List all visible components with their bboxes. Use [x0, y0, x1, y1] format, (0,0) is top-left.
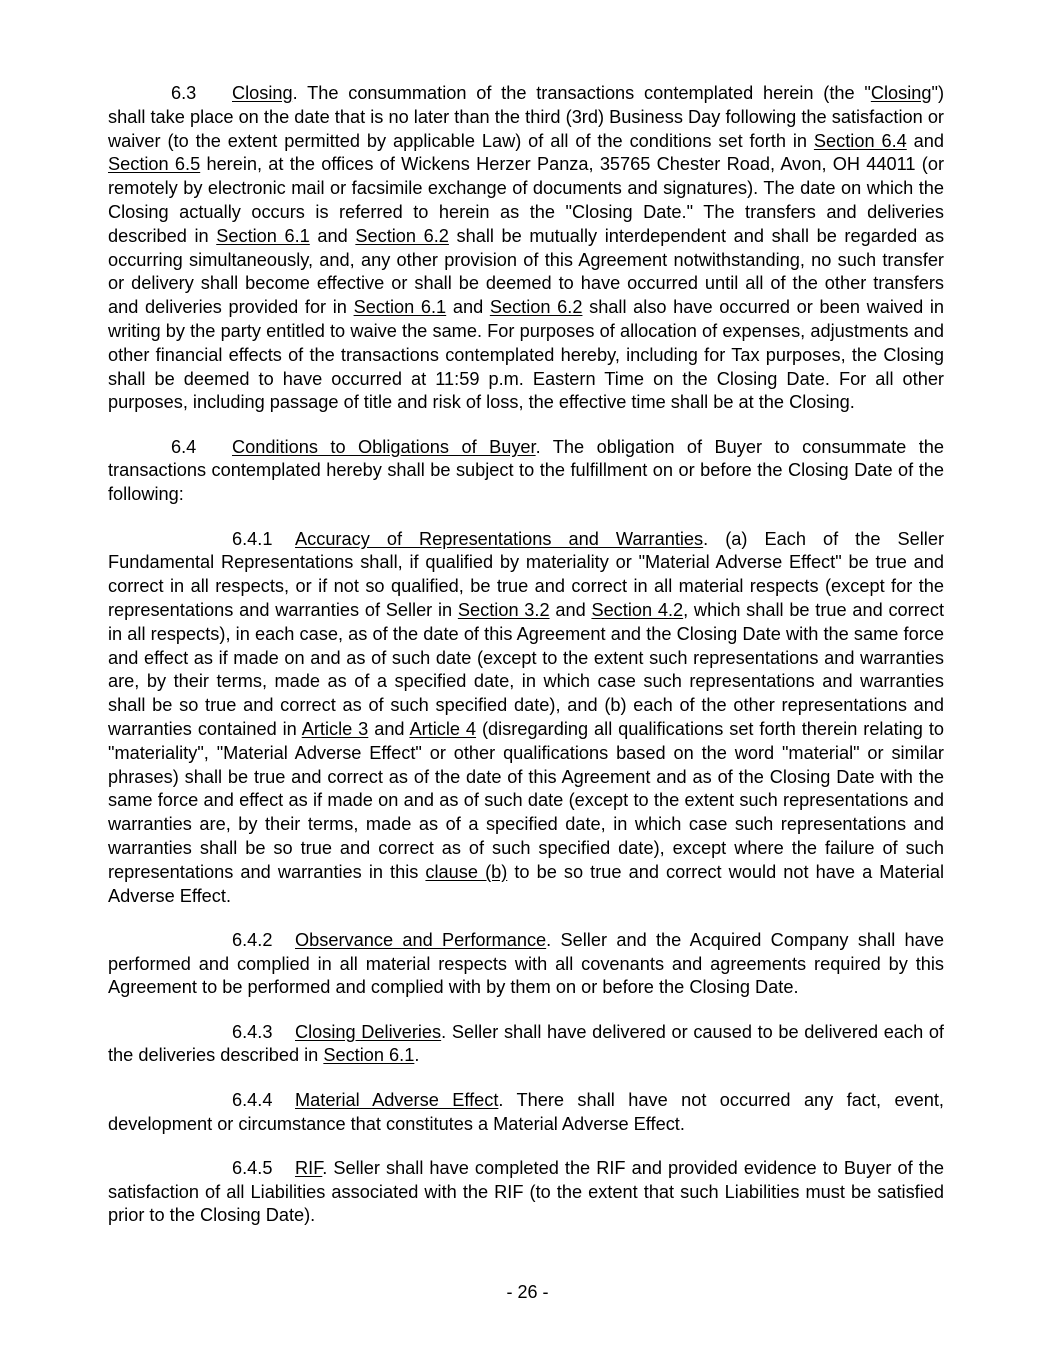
- body-text: and: [368, 718, 410, 739]
- body-text: to be so true and correct would not have a Material Adverse Effect.: [108, 861, 944, 906]
- section-reference: Section 3.2: [457, 599, 550, 620]
- section-6-4-1: [108, 528, 944, 909]
- section-reference: Section 6.2: [489, 297, 583, 318]
- section-reference: Section 6.1: [323, 1045, 415, 1066]
- section-6-4: [108, 436, 944, 507]
- section-heading: Accuracy of Representations and Warranties: [295, 528, 704, 549]
- section-number: 6.4.5: [232, 1157, 273, 1178]
- body-text: and: [906, 130, 944, 151]
- section-6-4-4: [108, 1089, 944, 1137]
- section-number: 6.4: [171, 436, 197, 457]
- page-number: - 26 -: [506, 1282, 549, 1302]
- section-reference: Section 6.1: [216, 225, 310, 246]
- section-number: 6.4.4: [232, 1089, 273, 1110]
- body-text: herein, at the offices of Wickens Herzer Panza, 35765 Chester Road, Avon, OH 44011 (or remotely by electronic mail or facsimile exchange of documents and signatures). The date on which the Closing actually occurs is referred to herein as the "Closing Date." The transfers and deliveries described in: [108, 154, 945, 246]
- body-text: , which shall be true and correct in all respects), in each case, as of the date of this Agreement and the Closing Date with the same force and effect as if made on and as of such date (except to the extent such representations and warranties are, by their terms, made as of a specified date, in which case such representations and warranties shall be so true and correct as of such specified date), and (b) each of the other representations and warranties contained in: [108, 599, 945, 739]
- section-6-4-5: [108, 1157, 944, 1228]
- article-reference: Article 4: [409, 718, 477, 739]
- section-reference: Section 6.5: [108, 154, 201, 175]
- body-text: . Seller shall have delivered or caused to be delivered each of the deliveries described in: [108, 1021, 944, 1066]
- section-number: 6.4.1: [232, 528, 273, 549]
- body-text: . (a) Each of the Seller Fundamental Representations shall, if qualified by materiality or "Material Adverse Effect" be true and correct in all respects, or if not so qualified, be true and correct in all material respects (except for the representations and warranties of Seller in: [108, 528, 944, 620]
- body-text: . Seller shall have completed the RIF and provided evidence to Buyer of the satisfaction of all Liabilities associated with the RIF (to the extent that such Liabilities must be satisfied prior to the Closing Date).: [108, 1157, 944, 1226]
- section-heading: Conditions to Obligations of Buyer: [232, 436, 536, 457]
- body-text: and: [446, 297, 490, 318]
- body-text: . The obligation of Buyer to consummate the transactions contemplated hereby shall be subject to the fulfillment on or before the Closing Date of the following:: [108, 436, 944, 505]
- section-6-3: [108, 82, 944, 415]
- body-text: ") shall take place on the date that is no later than the third (3rd) Business Day following the satisfaction or waiver (to the extent permitted by applicable Law) of all of the conditions set forth in: [108, 83, 944, 151]
- section-6-4-3: [108, 1021, 944, 1069]
- section-number: 6.3: [171, 83, 197, 103]
- body-text: and: [549, 599, 592, 620]
- section-reference: Section 6.2: [355, 225, 449, 246]
- section-reference: Section 6.1: [353, 297, 447, 318]
- body-text: . There shall have not occurred any fact, event, development or circumstance that constitutes a Material Adverse Effect.: [108, 1089, 944, 1134]
- section-reference: Section 4.2: [591, 599, 684, 620]
- section-heading: Closing Deliveries: [295, 1021, 442, 1042]
- body-text: (disregarding all qualifications set forth therein relating to "materiality", "Material Adverse Effect" or other qualifications based on the word "material" or similar phrases) shall be true and correct as of the date of this Agreement and as of the Closing Date with the same force and effect as if made on and as of such date (except to the extent such representations and warranties are, by their terms, made as of a specified date, in which case such representations and warranties shall be so true and correct as of such specified date), except where the failure of such representations and warranties in this: [108, 718, 944, 882]
- section-heading: RIF: [295, 1157, 323, 1178]
- section-heading: Material Adverse Effect: [295, 1089, 499, 1110]
- section-6-4-2: [108, 929, 944, 1000]
- section-heading: Observance and Performance: [295, 929, 547, 950]
- body-text: shall be mutually interdependent and shall be regarded as occurring simultaneously, and, any other provision of this Agreement notwithstanding, no such transfer or delivery shall become effective or shall be deemed to have occurred until all of the other transfers and deliveries provided for in: [108, 225, 945, 318]
- section-heading: Closing: [232, 83, 293, 103]
- document-page: [108, 82, 944, 1249]
- body-text: and: [309, 225, 356, 246]
- body-text: . The consummation of the transactions contemplated herein (the ": [292, 83, 871, 103]
- body-text: .: [414, 1045, 420, 1066]
- section-number: 6.4.2: [232, 929, 273, 950]
- body-text: shall also have occurred or been waived in writing by the party entitled to waive the same. For purposes of allocation of expenses, adjustments and other financial effects of the transactions contemplated hereby, including for Tax purposes, the Closing shall be deemed to have occurred at 11:59 p.m. Eastern Time on the Closing Date. For all other purposes, including passage of title and risk of loss, the effective time shall be at the Closing.: [108, 297, 945, 413]
- clause-reference: clause (b): [425, 861, 508, 882]
- article-reference: Article 3: [301, 718, 369, 739]
- defined-term: Closing: [870, 83, 932, 103]
- body-text: . Seller and the Acquired Company shall have performed and complied in all material respects with all covenants and agreements required by this Agreement to be performed and complied with by them on or before the Closing Date.: [108, 929, 944, 998]
- section-reference: Section 6.4: [813, 130, 907, 151]
- section-number: 6.4.3: [232, 1021, 273, 1042]
